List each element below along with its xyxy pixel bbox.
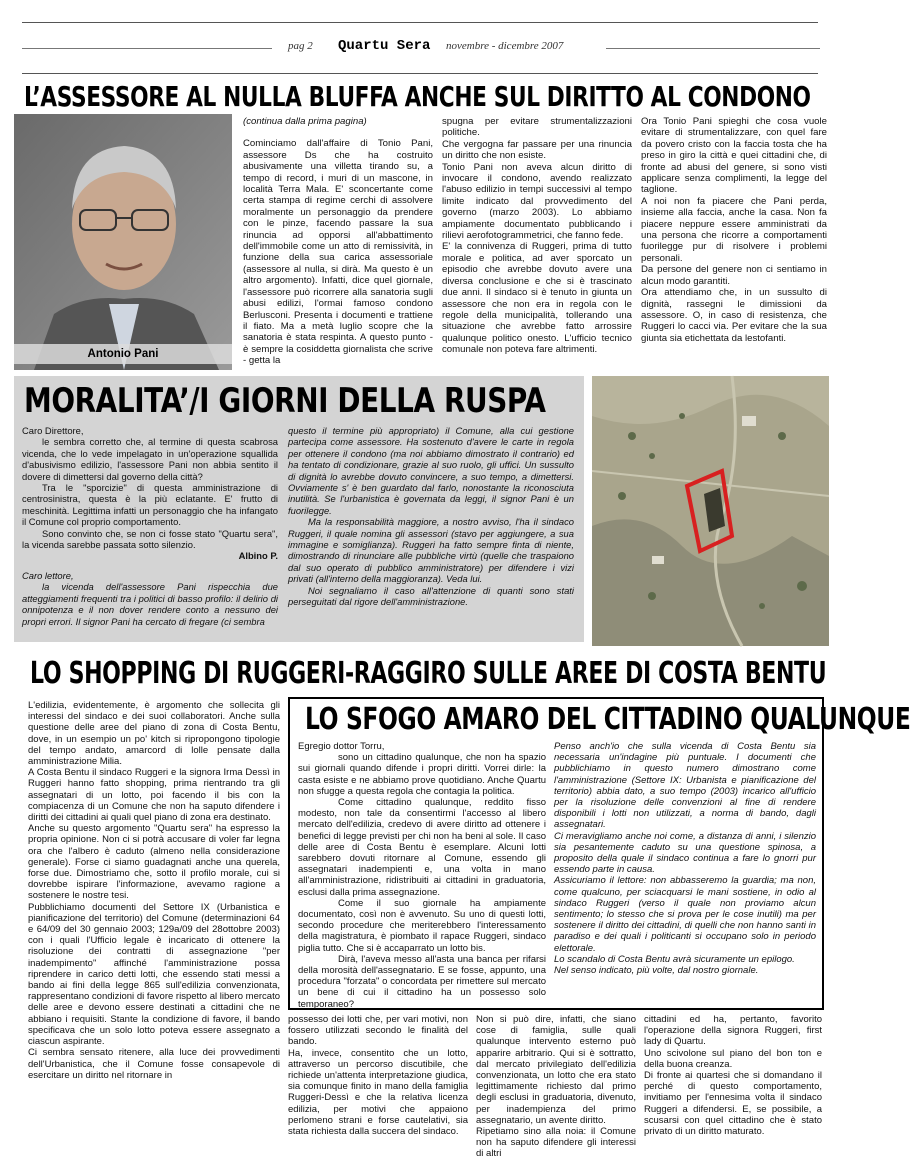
letter-signature: Albino P.: [238, 550, 278, 562]
paragraph: Ora attendiamo che, in un sussulto di dignità, rassegni le dimissioni da assessore. O, in caso di resistenza, che Ruggeri lo cacci via. Per evitare che la sua giunta sia etichettata da lestofanti.: [641, 287, 827, 344]
paragraph: questo il termine più appropriato) il Comune, alla cui gestione partecipa come assessore. Ha sostenuto d'avere le carte in regola per ottenere il condono (ma noi abbiamo dimostrato il contrario) ed ha tentato di condizionare, grazie al suo ruolo, gli uffici. Un sussulto di dignità lo avrebbe dovuto convincere, a suo tempo, a dimettersi. Ovviamente s' è ben guardato dal farlo, nonostante la riconosciuta inutilità. Se l'urbanistica è governata da leggi, il signor Pani è un fuorilegge.: [288, 425, 574, 516]
article3-headline: LO SHOPPING DI RUGGERI-RAGGIRO SULLE AREE DI COSTA BENTU: [30, 656, 827, 691]
portrait-photo: [14, 114, 232, 370]
publication-name: Quartu Sera: [338, 38, 431, 54]
paragraph: Ci meravigliamo anche noi come, a distanza di anni, i silenzio sia pesantemente caduto su una questione spinosa, a proposito della quale il sindaco continua a fare lo gnorri pur essendo parte in causa.: [554, 830, 816, 876]
paragraph: Da persone del genere non ci sentiamo in alcun modo garantiti.: [641, 264, 827, 287]
article1-col2: [442, 116, 632, 356]
article4-headline: LO SFOGO AMARO DEL CITTADINO QUALUNQUE: [305, 702, 911, 737]
paragraph: Dirà, l'aveva messo all'asta una banca per rifarsi della morosità dell'assegnatario. E se fosse, appunto, una procedura "forzata" o concordata per rimettere sul mercato un bene di cui il cittadino ha un possesso solo temporaneo?: [298, 953, 546, 1010]
paragraph: possesso dei lotti che, per vari motivi, non fossero utilizzati secondo le finalità del bando.: [288, 1014, 468, 1048]
paragraph: A noi non fa piacere che Pani perda, insieme alla faccia, anche la casa. Non fa piacere neppure essere amministrati da una persona che ricorre a comportamenti fuorilegge pur di risolvere i problemi personali.: [641, 195, 827, 264]
top-rule: [22, 22, 818, 23]
article2-letter: [22, 425, 278, 627]
article3-col4: [644, 1014, 822, 1137]
paragraph: L'edilizia, evidentemente, è argomento che sollecita gli interessi del sindaco e dei suoi collaboratori. Anche sulla questione delle aree del piano di zona di Costa Bentu, dove, in un esempio un po' kitch si ripropongono tipologie del tempo andato, amarcord di lolle pensate dalla amministrazione Milia.: [28, 700, 280, 768]
article3-col2: [288, 1014, 468, 1137]
article3-col3: [476, 1014, 636, 1160]
paragraph: la vicenda dell'assessore Pani rispecchia due atteggiamenti frequenti tra i politici di basso profilo: il delirio di onnipotenza e il non dover rendere conto a nessuno dei propri errori. Il signor Pani ha cercato di fregare (ci sembra: [22, 581, 278, 627]
paragraph: Lo scandalo di Costa Bentu avrà sicuramente un epilogo.: [554, 953, 795, 965]
aerial-photo: [592, 376, 829, 646]
paragraph: Come il suo giornale ha ampiamente documentato, così non è avvenuto. Su uno di questi lotti, secondo procedure che meriterebbero l'interessamento della magistratura, è piombato il rapace Ruggeri, sindaco piglia tutto. Che si è accaparrato un lotto bis.: [298, 897, 546, 954]
paragraph: sono un cittadino qualunque, che non ha spazio sui giornali quando difende i propri diritti. Vorrei dirle: la casta esiste e ne abbiamo prove quotidiano. Anche Quartu non sfugge a questa regola che contagia la politica.: [298, 752, 546, 797]
salutation: Caro lettore,: [22, 569, 74, 581]
paragraph: Uno scivolone sul piano del bon ton e della buona creanza.: [644, 1047, 822, 1070]
paragraph: Pubblichiamo documenti del Settore IX (Urbanistica e pianificazione del territorio) del Comune (determinazioni 64 e 64/09 del 30 gennaio 2003; 129a/09 del 28ottobre 2003) con i quali l'Ufficio legale è incaricato di ottenere la risoluzione dei contratti di assegnazione "per inadempimento" affinché l'amministrazione possa riprendere in carico detti lotti, che essendo stati messi a bando ai fini della legge 865 sull'edilizia convenzionata, rappresentano condizioni di favore rispetto al libero mercato delle aree e devono essere destinati a cittadini che ne abbiano i requisiti. Stante la condizione di favore, il bando specificava che un solo lotto poteva essere assegnato a ciascun aspirante.: [28, 901, 280, 1048]
paragraph: Ora Tonio Pani spieghi che cosa vuole evitare di strumentalizzare, con quel fare da povero cristo con la faccia tosta che ha preso in giro la città e quei cittadini che, di fronte ad abusi del genere, si sono visti applicare senza complimenti, la legge del taglione.: [641, 116, 827, 196]
paragraph: Ma la responsabilità maggiore, a nostro avviso, l'ha il sindaco Ruggeri, il quale nomina gli assessori (stavo per aggiungere, a sua immagine e somiglianza). Ruggeri ha fatto sempre finta di niente, dimostrando di rinunciare alle pubbliche virtù (quelle che traspaiono dal suo operato di pubblico amministratore) per difendere i vizi privati (all'interno della maggioranza). Veda lui.: [288, 516, 574, 585]
article1-col3: [641, 116, 827, 344]
article1-col1: [243, 116, 433, 367]
paragraph: Ripetiamo sino alla noia: il Comune non ha saputo difendere gli interessi di altri: [476, 1126, 636, 1160]
article3-col1: [28, 700, 280, 1081]
paragraph: E' la connivenza di Ruggeri, prima di tutto morale e politica, ad aver sporcato un episodio che avrebbe dovuto avere una diversa conclusione e che si è trascinato due anni. Il sindaco si è tenuto in giunta un assessore che non era in regola con le regole della municipalità, tollerando una situazione che avrebbe fatto arrossire qualunque politico onesto. L'ufficio tecnico comunale non poteva fare altrimenti.: [442, 241, 632, 356]
article4-col2: [554, 741, 816, 976]
paragraph: Noi segnaliamo il caso all'attenzione di quanti sono stati perseguitati dal rigore dell'amministrazione.: [288, 584, 574, 608]
folio-rule-left: [22, 48, 272, 49]
page-number: pag 2: [288, 40, 313, 52]
paragraph: Che vergogna far passare per una rinuncia un diritto che non esiste.: [442, 138, 632, 162]
paragraph: Sono convinto che, se non ci fosse stato "Quartu sera", la vicenda sarebbe passata sotto silenzio.: [22, 527, 278, 551]
paragraph: Assicuriamo il lettore: non abbasseremo la guardia; ma non, come qualcuno, per sciacquarsi le mani sostiene, in odio al sindaco Ruggeri (verso il quale non proviamo alcun sentimento; lo stesso che si prova per le cose inutili) ma per sostenere il diritto dei cittadini, di quelli che non hanno santi in paradiso e dei quali i politicanti si occupano solo in periodo elettorale.: [554, 875, 816, 954]
article1-headline: L’ASSESSORE AL NULLA BLUFFA ANCHE SUL DIRITTO AL CONDONO: [24, 80, 811, 113]
paragraph: Come cittadino qualunque, reddito fisso modesto, non tale da consentirmi l'accesso al libero mercato dell'edilizia, credevo di avere diritto ad ottenere i benefici di legge previsti per chi non ha beni al sole. Il caso delle aree di Costa Bentu è esemplare. Alcuni lotti sarebbero dovuti ritornare al Comune, essendo gli assegnatari inadempienti e, una volta in mano all'amministrazione, ridistribuiti ai cittadini in graduatoria, esclusi dalla prima assegnazione.: [298, 797, 546, 898]
paragraph: cittadini ed ha, pertanto, favorito l'operazione della signora Ruggeri, first lady di Quartu.: [644, 1014, 822, 1048]
paragraph: Tra le "sporcizie" di questa amministrazione di centrosinistra, questa è la più eclatante. E' frutto di meschinità. Legittima infatti un personaggio che ha infangato il Comune col proprio comportamento.: [22, 482, 278, 528]
photo-caption: Antonio Pani: [14, 344, 232, 364]
folio-bar: [0, 38, 842, 56]
paragraph: Non si può dire, infatti, che siano cose di famiglia, sulle quali qualunque intervento esterno può apparire arbitrario. Qui si è sottratto, dal mercato privilegiato dell'edilizia convenzionata, un lotto che era stato legittimamente richiesto dal primo degli esclusi in graduatoria, divenuto, per inadempienza del primo assegnatario, un avente diritto.: [476, 1014, 636, 1126]
salutation: Egregio dottor Torru,: [298, 741, 385, 752]
paragraph: Ha, invece, consentito che un lotto, attraverso un percorso discutibile, che richiede un'attenta interpretazione giudica, sia comunque finito in mano della famiglia Ruggeri-Dessì e che la relativa licenza edilizia, per motivi che appaiono perlomeno strani e forse cautelativi, sia stata richiesta dalla succera del sindaco.: [288, 1047, 468, 1138]
folio-rule-right: [606, 48, 820, 49]
article2-reply-left: [22, 570, 278, 627]
article1-col1-text: Cominciamo dall'affaire di Tonio Pani, assessore Ds che ha costruito abusivamente una villetta tirando su, a tempo di record, i muri di un mascone, in località Terra Mala. E' sconcertante come certa stampa di regime cerchi di assolvere moralmente un personaggio da prendere con le pinze, facendo passare la sua rinuncia ad opporsi all'abbattimento dell'immobile come un atto di remissività, in funzione della sua carica assessoriale (assessore al nulla, si dirà. Ma questo è un altro argomento). Infatti, dice quel giornale, l'assessore può ricorrere alla sanatoria sugli abusi edilizi, l'ormai famoso condono Berlusconi. Presenta i documenti e trattiene il fiato. Ma a metà luglio scopre che la sanatoria è stata respinta. A questo punto - è sempre la cosiddetta giornalista che scrive - getta la: [243, 138, 433, 367]
header-rule: [22, 73, 818, 74]
article1-continuation: (continua dalla prima pagina): [243, 116, 367, 127]
article2-reply-right: [288, 425, 574, 608]
salutation: Caro Direttore,: [22, 425, 84, 436]
paragraph: Penso anch'io che sulla vicenda di Costa Bentu sia necessaria un'indagine più puntuale. I documenti che pubblichiamo in questo numero dimostrano come l'amministrazione (Settore IX: Urbanista e pianificazione del territorio) abbia dato, a suo tempo (2003) incarico all'ufficio per la risoluzione delle convenzioni al fine di rendere disponibili i lotti non utilizzati, a norma di bando, dagli assegnatari.: [554, 741, 816, 831]
paragraph: Tonio Pani non aveva alcun diritto di invocare il condono, avendo realizzato l'abuso edilizio in tempi successivi al tempo limite indicato dal provvedimento del governo (marzo 2003). Lo abbiamo ampiamente documentato pubblicando i rilievi aerofotogrammetrici, che fanno fede.: [442, 161, 632, 242]
article2-headline: MORALITA’/I GIORNI DELLA RUSPA: [24, 381, 546, 421]
paragraph: Nel senso indicato, più volte, dal nostro giornale.: [554, 965, 759, 977]
article4-col1: [298, 741, 546, 1010]
paragraph: A Costa Bentu il sindaco Ruggeri e la signora Irma Dessì in Ruggeri hanno fatto shopping, prima rientrando tra gli assegnatari di un lotto, poi facendo il bis con la compiacenza di un Comune che non ha saputo difendere i diritti dei cittadini ai quali quel piano di zona era destinato.: [28, 767, 280, 824]
portrait-image: [14, 114, 232, 370]
paragraph: spugna per evitare strumentalizzazioni politiche.: [442, 116, 632, 139]
aerial-image: [592, 376, 829, 646]
paragraph: le sembra corretto che, al termine di questa scabrosa vicenda, che lo vede impelagato in un'operazione squallida d'abusivismo edilizio, l'assessore Pani non abbia sentito il dovere di dimettersi dal governo della città?: [22, 436, 278, 482]
paragraph: Ci sembra sensato ritenere, alla luce dei provvedimenti dell'Urbanistica, che il Comune fosse consapevole di esercitare un diritto nel ritornare in: [28, 1047, 280, 1081]
paragraph: Anche su questo argomento "Quartu sera" ha espresso la propria opinione. Non ci si potrà accusare di voler far legna ora che l'albero è caduto (almeno nella considerazione generale). Forse ci siamo guadagnati anche una querela, forse due. Dimostriamo che, sotto il profilo morale, cui si dovrebbe ispirare l'informazione, avevamo ragione a sostenere le nostre tesi.: [28, 823, 280, 902]
issue-date: novembre - dicembre 2007: [446, 40, 564, 52]
paragraph: Di fronte ai quartesi che si domandano il perché di questo comportamento, invitiamo per l'ennesima volta il sindaco Ruggeri a difendersi. E, se possibile, a scusarsi con quel cittadino che è stato privato di un diritto maturato.: [644, 1070, 822, 1138]
